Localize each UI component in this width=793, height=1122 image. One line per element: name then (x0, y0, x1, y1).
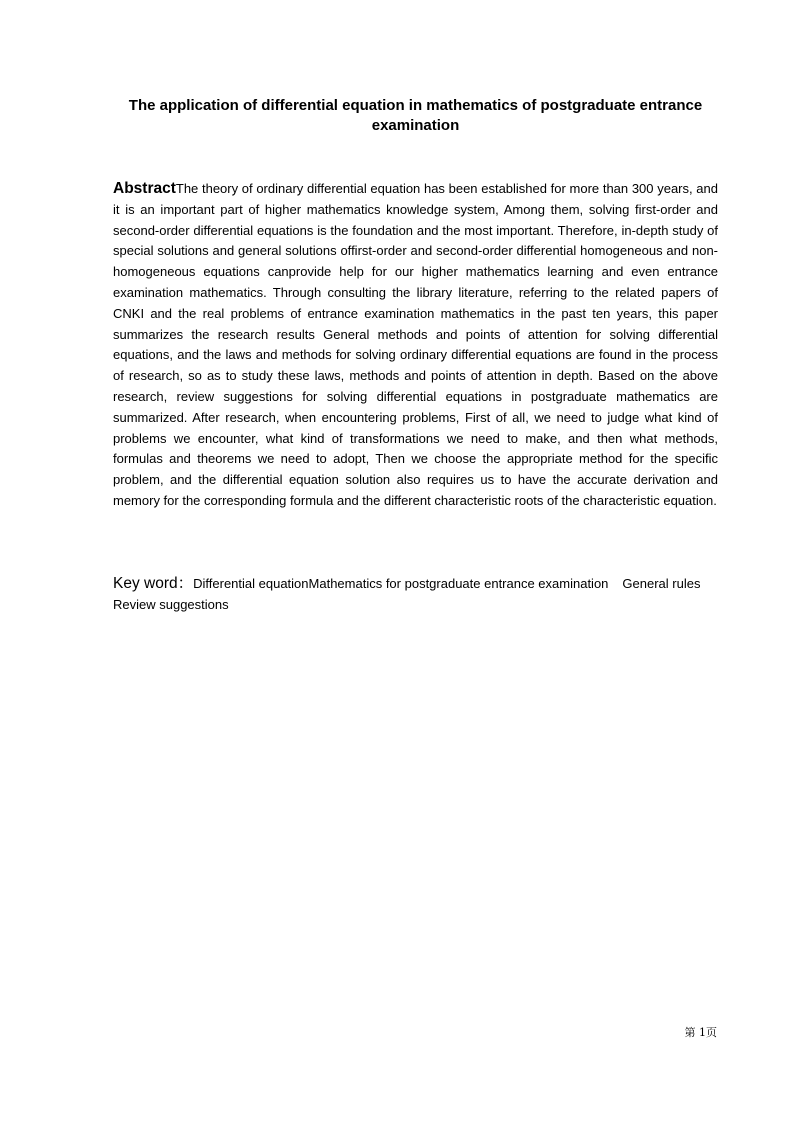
keyword-item: General rules (622, 576, 701, 591)
keywords-paragraph (113, 574, 718, 615)
page-number: 第 1页 (684, 1026, 717, 1039)
abstract-text: The theory of ordinary differential equation has been established for more than 300 years, and it is an important part of higher mathematics knowledge system, Among them, solving first-order and second-order differential equations is the foundation and the most important. Therefore, in-depth study of special solutions and general solutions offirst-order and second-order differential homogeneous and non-homogeneous equations canprovide help for our higher mathematics learning and even entrance examination mathematics. Through consulting the library literature, referring to the related papers of CNKI and the real problems of entrance examination mathematics in the past ten years, this paper summarizes the research results General methods and points of attention for solving differential equations, and the laws and methods for solving ordinary differential equations are found in the process of research, so as to study these laws, methods and points of attention in depth. Based on the above research, review suggestions for solving differential equations in postgraduate mathematics are summarized. After research, when encountering problems, First of all, we need to judge what kind of problems we encounter, what kind of transformations we need to make, and then what methods, formulas and theorems we need to adopt, Then we choose the appropriate method for the specific problem, and the differential equation solution also requires us to have the accurate derivation and memory for the corresponding formula and the different characteristic roots of the characteristic equation. (113, 181, 718, 508)
abstract-label: Abstract (113, 180, 176, 197)
document-title: The application of differential equation in mathematics of postgraduate entrance examination (128, 97, 703, 134)
abstract-paragraph (113, 179, 718, 512)
keyword-item: Review suggestions (113, 596, 229, 612)
keywords-label: Key word： (113, 575, 194, 592)
keyword-item: Differential equationMathematics for postgraduate entrance examination (193, 576, 609, 591)
